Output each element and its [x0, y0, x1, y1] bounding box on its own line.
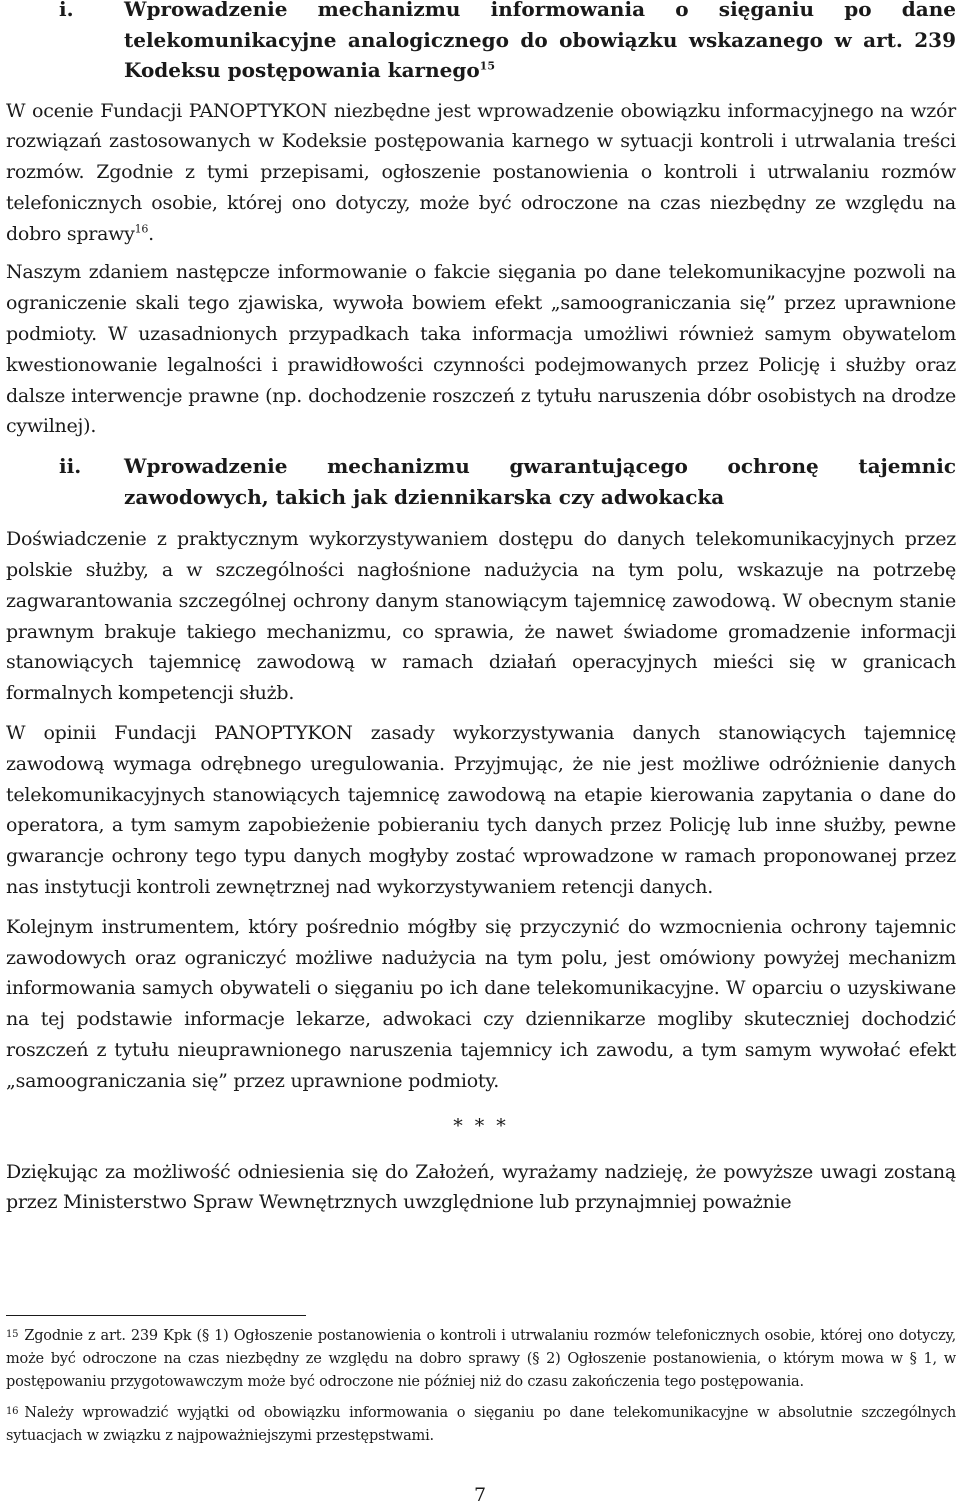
footnote-text: Zgodnie z art. 239 Kpk (§ 1) Ogłoszenie postanowienia o kontroli i utrwalaniu rozmów telefonicznych osobie, której ono dotyczy, może być odroczone na czas niezbędny ze względu na dobro sprawy (§ 2) Ogłoszenie postanowienia, o którym mowa w § 1, w postępowaniu przygotowawczym może być odroczone nie później niż do czasu zakończenia tego postępowania. [6, 1328, 956, 1390]
footnote-ref-16[interactable]: 16 [134, 222, 149, 236]
closing-paragraph: Dziękując za możliwość odniesienia się do Założeń, wyrażamy nadzieję, że powyższe uwagi zostaną przez Ministerstwo Spraw Wewnętrznych uwzględnione lub przynajmniej poważnie [6, 1160, 956, 1214]
section-heading-ii [6, 451, 956, 512]
footnote-ref-15[interactable]: 15 [479, 59, 495, 73]
paragraph-text-end: . [148, 222, 154, 245]
section-separator: * * * [453, 1114, 509, 1137]
footnote-number: 16 [6, 1406, 19, 1417]
section-heading-text-i: Wprowadzenie mechanizmu informowania o sięganiu po dane telekomunikacyjne analogicznego do obowiązku wskazanego w art. 239 Kodeksu postępowania karnego [124, 0, 956, 82]
footnote-15 [6, 1325, 956, 1394]
document-page [6, 0, 956, 1218]
paragraph [6, 96, 956, 250]
page-number: 7 [473, 1484, 487, 1506]
footnote-divider [6, 1315, 306, 1316]
paragraph-text: W ocenie Fundacji PANOPTYKON niezbędne jest wprowadzenie obowiązku informacyjnego na wzór rozwiązań zastosowanych w Kodeksie postępowania karnego w sytuacji kontroli i utrwalania treści rozmów. Zgodnie z tymi przepisami, ogłoszenie postanowienia o kontroli i utrwalaniu rozmów telefonicznych osobie, której ono dotyczy, może być odroczone na czas niezbędny ze względu na dobro sprawy [6, 99, 956, 245]
footnote-number: 15 [6, 1329, 19, 1340]
section-number-i: i. [59, 0, 74, 21]
section-heading-text-ii: Wprowadzenie mechanizmu gwarantującego ochronę tajemnic zawodowych, takich jak dziennikarska czy adwokacka [124, 454, 956, 509]
paragraph: Naszym zdaniem następcze informowanie o fakcie sięgania po dane telekomunikacyjne pozwoli na ograniczenie skali tego zjawiska, wywoła bowiem efekt „samoograniczania się” przez uprawnione podmioty. W uzasadnionych przypadkach taka informacja umożliwi również samym obywatelom kwestionowanie legalności i prawidłowości czynności podejmowanych przez Policję i służby oraz dalsze interwencje prawne (np. dochodzenie roszczeń z tytułu naruszenia dóbr osobistych na drodze cywilnej). [6, 261, 956, 438]
section-heading-i [6, 0, 956, 86]
paragraph: Kolejnym instrumentem, który pośrednio mógłby się przyczynić do wzmocnienia ochrony tajemnic zawodowych oraz ograniczyć możliwe nadużycia na tym polu, jest omówiony powyżej mechanizm informowania samych obywateli o sięganiu po ich dane telekomunikacyjne. W oparciu o uzyskiwane na tej podstawie informacje lekarze, adwokaci czy dziennikarze mogliby skuteczniej dochodzić roszczeń z tytułu nieuprawnionego naruszenia tajemnicy ich zawodu, a tym samym wywołać efekt „samoograniczania się” przez uprawnione podmioty. [6, 915, 956, 1092]
footnote-16 [6, 1402, 956, 1448]
section-number-ii: ii. [59, 454, 82, 479]
paragraph: W opinii Fundacji PANOPTYKON zasady wykorzystywania danych stanowiących tajemnicę zawodową wymaga odrębnego uregulowania. Przyjmując, że nie jest możliwe odróżnienie danych telekomunikacyjnych stanowiących tajemnicę zawodową na etapie kierowania zapytania o dane do operatora, a tym samym zapobieżenie pobieraniu tych danych przez Policję lub inne służby, pewne gwarancje ochrony tego typu danych mogłyby zostać wprowadzone w ramach proponowanej przez nas instytucji kontroli zewnętrznej nad wykorzystywaniem retencji danych. [6, 722, 956, 899]
footnotes [6, 1325, 956, 1456]
footnote-text: Należy wprowadzić wyjątki od obowiązku informowania o sięganiu po dane telekomunikacyjne w absolutnie szczególnych sytuacjach w związku z najpoważniejszymi przestępstwami. [6, 1405, 956, 1444]
paragraph: Doświadczenie z praktycznym wykorzystywaniem dostępu do danych telekomunikacyjnych przez polskie służby, a w szczególności nagłośnione nadużycia na tym polu, wskazuje na potrzebę zagwarantowania szczególnej ochrony danym stanowiącym tajemnicę zawodową. W obecnym stanie prawnym brakuje takiego mechanizmu, co sprawia, że nawet świadome gromadzenie informacji stanowiących tajemnicę zawodową w ramach działań operacyjnych mieści się w granicach formalnych kompetencji służb. [6, 528, 956, 705]
